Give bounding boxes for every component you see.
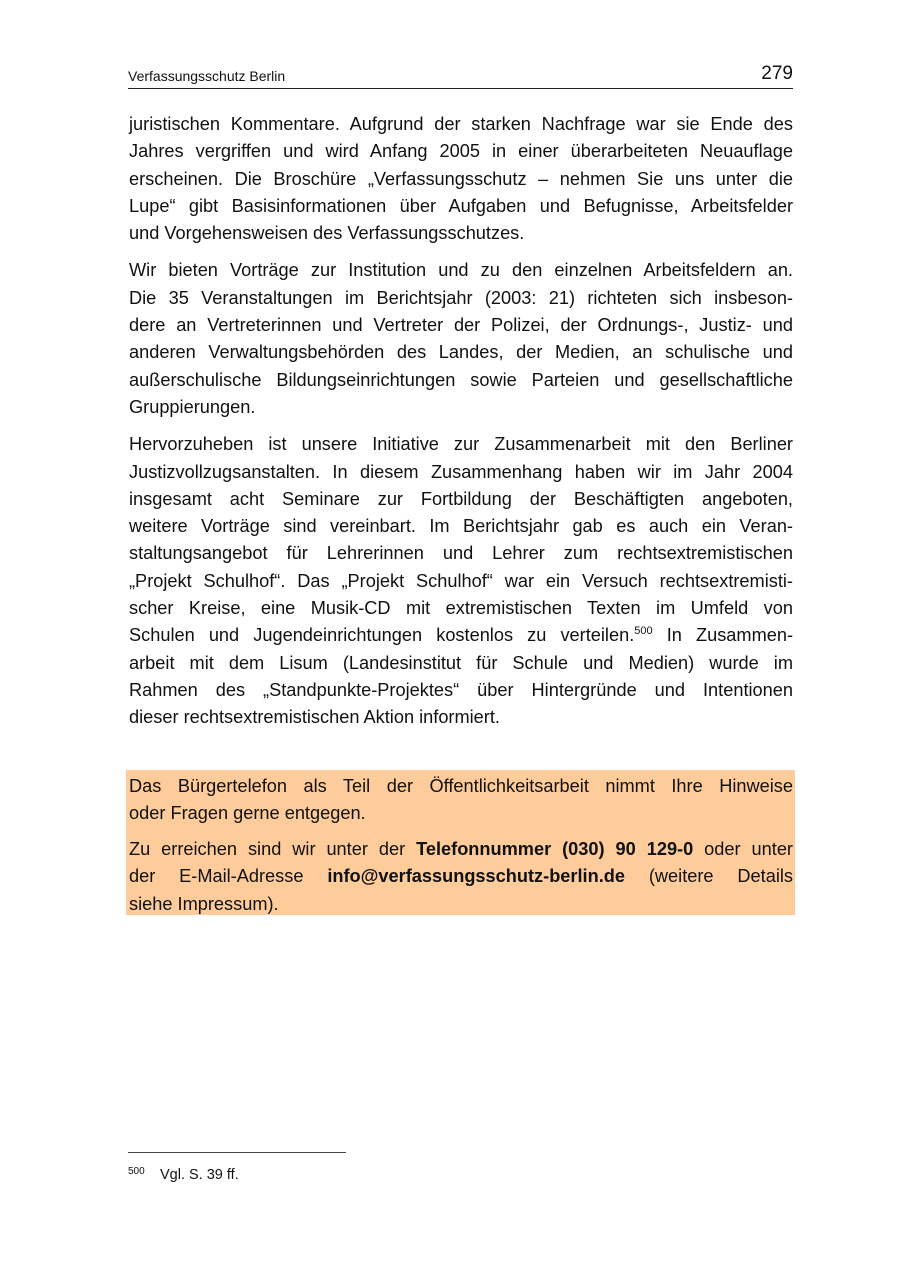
text-line: insgesamt acht Seminare zur Fortbildung der Beschäftigten angeboten, <box>129 488 793 509</box>
text-line: Das Bürgertelefon als Teil der Öffentlichkeitsarbeit nimmt Ihre Hinweise <box>129 776 793 796</box>
text-line: scher Kreise, eine Musik-CD mit extremistischen Texten im Umfeld von <box>129 598 793 619</box>
text-line: oder Fragen gerne entgegen. <box>129 803 366 824</box>
text-line: Die 35 Veranstaltungen im Berichtsjahr (2003: 21) richteten sich insbeson- <box>129 287 793 308</box>
text-line: staltungsangebot für Lehrerinnen und Lehrer zum rechtsextremistischen <box>129 543 793 564</box>
email-address: info@verfassungsschutz-berlin.de <box>327 866 625 887</box>
text-line: Rahmen des „Standpunkte-Projektes“ über Hintergründe und Intentionen <box>129 679 793 700</box>
text-line: „Projekt Schulhof“. Das „Projekt Schulhof“ war ein Versuch rechtsextremisti- <box>129 570 793 591</box>
text-segment: Zu erreichen sind wir unter der <box>129 839 417 859</box>
info-paragraph <box>129 836 793 918</box>
text-line: Wir bieten Vorträge zur Institution und zu den einzelnen Arbeitsfeldern an. <box>129 260 793 281</box>
text-line: arbeit mit dem Lisum (Landesinstitut für Schule und Medien) wurde im <box>129 652 793 673</box>
text-line <box>129 622 793 649</box>
text-line: siehe Impressum). <box>129 893 279 914</box>
footnote-divider <box>128 1152 346 1153</box>
text-line: und Vorgehensweisen des Verfassungsschutzes. <box>129 223 525 244</box>
body-text <box>129 111 793 742</box>
text-line: weitere Vorträge sind vereinbart. Im Berichtsjahr gab es auch ein Veran- <box>129 516 793 537</box>
text-line: Hervorzuheben ist unsere Initiative zur Zusammenarbeit mit den Berliner <box>129 434 793 455</box>
text-line: Gruppierungen. <box>129 396 256 417</box>
phone-number: Telefonnummer (030) 90 129-0 <box>416 839 694 859</box>
paragraph <box>129 111 793 247</box>
text-line: dere an Vertreterinnen und Vertreter der Polizei, der Ordnungs-, Justiz- und <box>129 315 793 336</box>
text-line <box>129 863 793 890</box>
text-line: anderen Verwaltungsbehörden des Landes, der Medien, an schulische und <box>129 342 793 363</box>
paragraph <box>129 257 793 421</box>
contact-info-box <box>126 770 795 915</box>
text-segment: Schulen und Jugendeinrichtungen kostenlos zu verteilen. <box>129 625 635 646</box>
text-line: juristischen Kommentare. Aufgrund der starken Nachfrage war sie Ende des <box>129 114 793 134</box>
footnote-number: 500 <box>128 1166 145 1177</box>
footnote <box>128 1166 239 1184</box>
text-line: erscheinen. Die Broschüre „Verfassungsschutz – nehmen Sie uns unter die <box>129 168 793 189</box>
text-line: Justizvollzugsanstalten. In diesem Zusammenhang haben wir im Jahr 2004 <box>129 461 793 482</box>
text-line <box>129 836 793 863</box>
page-number: 279 <box>761 63 793 84</box>
text-segment: In Zusammen- <box>652 625 794 646</box>
paragraph <box>129 431 793 731</box>
info-paragraph <box>129 773 793 828</box>
text-line: Jahres vergriffen und wird Anfang 2005 in einer überarbeiteten Neuauflage <box>129 141 793 162</box>
page-header <box>128 62 793 89</box>
footnote-text: Vgl. S. 39 ff. <box>160 1167 239 1183</box>
text-segment: (weitere Details <box>625 866 793 887</box>
text-segment: oder unter <box>693 839 793 859</box>
footnote-reference[interactable]: 500 <box>634 625 653 638</box>
text-line: Lupe“ gibt Basisinformationen über Aufgaben und Befugnisse, Arbeitsfelder <box>129 195 793 216</box>
text-line: dieser rechtsextremistischen Aktion informiert. <box>129 707 500 728</box>
running-header-title: Verfassungsschutz Berlin <box>128 68 286 84</box>
text-segment: der E-Mail-Adresse <box>129 866 328 887</box>
text-line: außerschulische Bildungseinrichtungen sowie Parteien und gesellschaftliche <box>129 369 793 390</box>
